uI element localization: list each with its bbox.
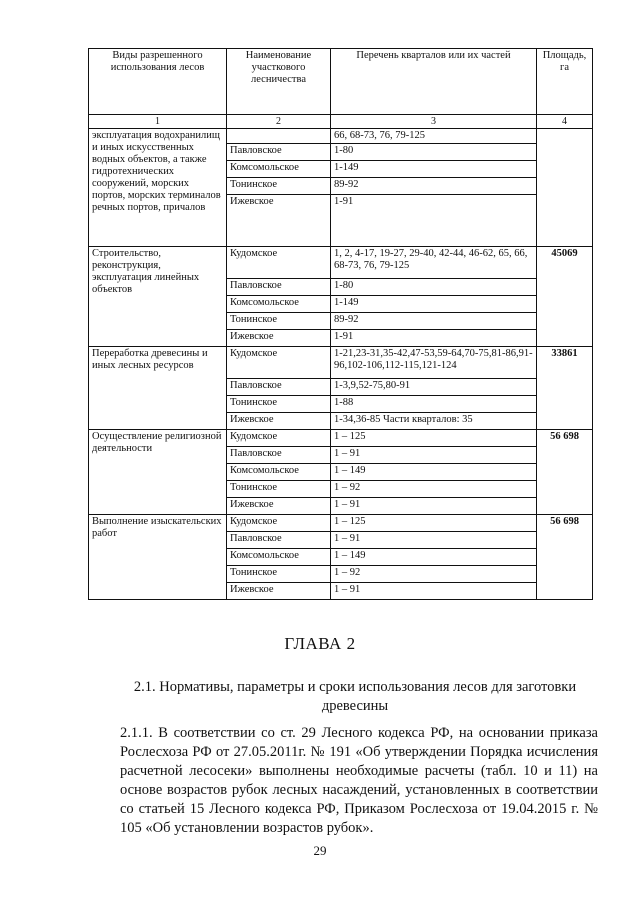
use-type-cell: Строительство, реконструкция, эксплуатация линейных объектов bbox=[89, 247, 227, 347]
quarters-cell: 1-3,9,52-75,80-91 bbox=[331, 379, 537, 396]
forestry-cell: Ижевское bbox=[227, 413, 331, 430]
header-area: Площадь, га bbox=[537, 49, 593, 115]
forestry-cell: Ижевское bbox=[227, 330, 331, 347]
forest-use-table bbox=[88, 48, 593, 600]
forestry-cell bbox=[227, 129, 331, 144]
forestry-cell: Ижевское bbox=[227, 583, 331, 600]
table-row bbox=[89, 247, 593, 279]
forestry-cell: Ижевское bbox=[227, 498, 331, 515]
quarters-cell: 1 – 92 bbox=[331, 566, 537, 583]
table-row bbox=[89, 129, 593, 144]
body-paragraph: 2.1.1. В соответствии со ст. 29 Лесного кодекса РФ, на основании приказа Рослесхоза РФ от 27.05.2011г. № 191 «Об утверждении Порядка исчисления расчетной лесосеки» выполнены необходимые расчеты (табл. 10 и 11) на основе возрастов рубок лесных насаждений, установленных в соответствии со статьей 15 Лесного кодекса РФ, Приказом Рослесхоза от 19.04.2015 г. № 105 «Об установлении возрастов рубок». bbox=[120, 725, 598, 836]
chapter-title: ГЛАВА 2 bbox=[284, 634, 356, 653]
quarters-cell: 66, 68-73, 76, 79-125 bbox=[331, 129, 537, 144]
quarters-cell: 1 – 91 bbox=[331, 532, 537, 549]
section-heading: 2.1. Нормативы, параметры и сроки использования лесов для заготовки древесины bbox=[133, 679, 577, 714]
column-number: 3 bbox=[331, 115, 537, 129]
quarters-cell: 1 – 91 bbox=[331, 583, 537, 600]
quarters-cell: 1-88 bbox=[331, 396, 537, 413]
quarters-cell: 1 – 91 bbox=[331, 498, 537, 515]
quarters-cell: 1 – 91 bbox=[331, 447, 537, 464]
page-number: 29 bbox=[313, 843, 327, 858]
forestry-cell: Кудомское bbox=[227, 247, 331, 279]
table-body bbox=[89, 49, 593, 600]
forestry-cell: Кудомское bbox=[227, 515, 331, 532]
quarters-cell: 1-91 bbox=[331, 330, 537, 347]
forestry-cell: Тонинское bbox=[227, 566, 331, 583]
use-type-cell: Осуществление религиозной деятельности bbox=[89, 430, 227, 515]
quarters-cell: 1-149 bbox=[331, 296, 537, 313]
column-number-row bbox=[89, 115, 593, 129]
area-cell bbox=[537, 129, 593, 247]
header-use-type: Виды разрешенного использования лесов bbox=[89, 49, 227, 115]
table-header-row bbox=[89, 49, 593, 115]
quarters-cell: 1 – 125 bbox=[331, 515, 537, 532]
forestry-cell: Павловское bbox=[227, 279, 331, 296]
quarters-cell: 1-21,23-31,35-42,47-53,59-64,70-75,81-86,91-96,102-106,112-115,121-124 bbox=[331, 347, 537, 379]
forestry-cell: Комсомольское bbox=[227, 549, 331, 566]
quarters-cell: 1, 2, 4-17, 19-27, 29-40, 42-44, 46-62, 65, 66, 68-73, 76, 79-125 bbox=[331, 247, 537, 279]
quarters-cell: 89-92 bbox=[331, 313, 537, 330]
forestry-cell: Ижевское bbox=[227, 195, 331, 247]
column-number: 4 bbox=[537, 115, 593, 129]
quarters-cell: 1-149 bbox=[331, 161, 537, 178]
column-number: 1 bbox=[89, 115, 227, 129]
use-type-cell: Выполнение изыскательских работ bbox=[89, 515, 227, 600]
forestry-cell: Павловское bbox=[227, 144, 331, 161]
forestry-cell: Кудомское bbox=[227, 347, 331, 379]
forestry-cell: Павловское bbox=[227, 447, 331, 464]
table-row bbox=[89, 347, 593, 379]
forestry-cell: Кудомское bbox=[227, 430, 331, 447]
area-cell: 56 698 bbox=[537, 515, 593, 600]
quarters-cell: 1-80 bbox=[331, 279, 537, 296]
quarters-cell: 1 – 125 bbox=[331, 430, 537, 447]
forestry-cell: Комсомольское bbox=[227, 464, 331, 481]
forestry-cell: Комсомольское bbox=[227, 161, 331, 178]
quarters-cell: 1-34,36-85 Части кварталов: 35 bbox=[331, 413, 537, 430]
column-number: 2 bbox=[227, 115, 331, 129]
forestry-cell: Тонинское bbox=[227, 313, 331, 330]
forestry-cell: Комсомольское bbox=[227, 296, 331, 313]
forestry-cell: Тонинское bbox=[227, 396, 331, 413]
header-quarters: Перечень кварталов или их частей bbox=[331, 49, 537, 115]
table-row bbox=[89, 430, 593, 447]
header-forestry: Наименование участкового лесничества bbox=[227, 49, 331, 115]
quarters-cell: 1-91 bbox=[331, 195, 537, 247]
quarters-cell: 1 – 149 bbox=[331, 549, 537, 566]
forestry-cell: Тонинское bbox=[227, 481, 331, 498]
quarters-cell: 1 – 149 bbox=[331, 464, 537, 481]
area-cell: 33861 bbox=[537, 347, 593, 430]
forestry-cell: Павловское bbox=[227, 532, 331, 549]
area-cell: 45069 bbox=[537, 247, 593, 347]
use-type-cell: эксплуатация водохранилищ и иных искусственных водных объектов, а также гидротехнических сооружений, морских портов, морских терминалов речных портов, причалов bbox=[89, 129, 227, 247]
forestry-cell: Тонинское bbox=[227, 178, 331, 195]
quarters-cell: 89-92 bbox=[331, 178, 537, 195]
use-type-cell: Переработка древесины и иных лесных ресурсов bbox=[89, 347, 227, 430]
quarters-cell: 1 – 92 bbox=[331, 481, 537, 498]
area-cell: 56 698 bbox=[537, 430, 593, 515]
quarters-cell: 1-80 bbox=[331, 144, 537, 161]
table-row bbox=[89, 515, 593, 532]
forestry-cell: Павловское bbox=[227, 379, 331, 396]
